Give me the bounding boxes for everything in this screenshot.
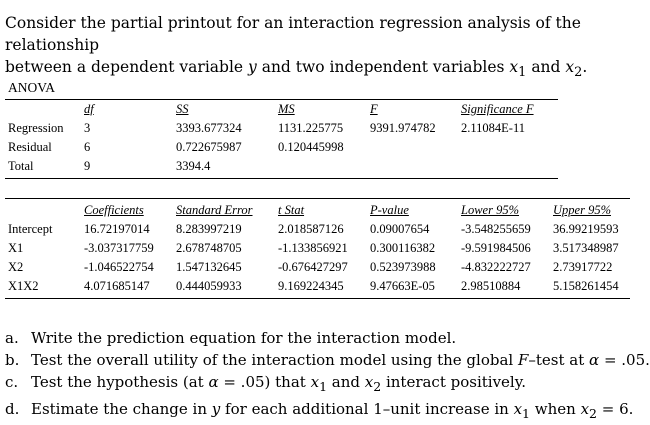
- header-cell: SS: [176, 102, 189, 116]
- table-cell: 0.523973988: [370, 260, 436, 274]
- intro-text: and two independent variables: [256, 58, 510, 76]
- table-cell: 16.72197014: [84, 222, 150, 236]
- table-cell: [367, 157, 458, 176]
- header-cell: [5, 100, 81, 119]
- var-x2: x: [565, 58, 575, 76]
- table-cell: -3.037317759: [84, 241, 154, 255]
- table-cell: 3.517348987: [553, 241, 619, 255]
- problem-intro: [5, 12, 645, 84]
- table-cell: Residual: [8, 140, 52, 154]
- intro-text: and: [526, 58, 566, 76]
- text-run: and: [327, 373, 365, 391]
- var-x2-sub: 2: [589, 406, 597, 421]
- header-cell: t Stat: [278, 203, 305, 217]
- table-cell: 9.169224345: [278, 279, 344, 293]
- table-cell: 2.73917722: [553, 260, 613, 274]
- var-x1-sub: 1: [522, 406, 530, 421]
- table-cell: 9.47663E-05: [370, 279, 435, 293]
- table-cell: 8.283997219: [176, 222, 242, 236]
- text-run: interact positively.: [381, 373, 526, 391]
- intro-text: .: [582, 58, 588, 76]
- table-cell: 2.018587126: [278, 222, 344, 236]
- coef-top-rule: [5, 198, 630, 199]
- table-row: [5, 239, 630, 258]
- var-x1-sub: 1: [518, 65, 527, 81]
- table-cell: 3393.677324: [176, 121, 242, 135]
- table-cell: X1: [8, 241, 24, 255]
- coef-bottom-rule: [5, 298, 630, 299]
- table-cell: 1131.225775: [278, 121, 344, 135]
- var-x2-sub: 2: [373, 379, 382, 394]
- var-x1: x: [509, 58, 519, 76]
- var-x1-sub: 1: [319, 379, 328, 394]
- anova-title: ANOVA: [8, 80, 56, 95]
- text-run: Test the hypothesis (at: [31, 373, 209, 391]
- question-text: [31, 398, 633, 425]
- header-cell: df: [84, 102, 94, 116]
- symbol-f: F: [517, 351, 529, 369]
- table-cell: Total: [8, 159, 34, 173]
- intro-text: between a dependent variable: [5, 58, 249, 76]
- coef-header-row: [5, 201, 630, 220]
- table-cell: [458, 138, 555, 157]
- table-cell: 2.98510884: [461, 279, 521, 293]
- question-list: [5, 327, 650, 425]
- table-cell: 6: [84, 140, 91, 154]
- symbol-alpha: α: [589, 351, 600, 369]
- table-cell: 4.071685147: [84, 279, 150, 293]
- header-cell: Lower 95%: [461, 203, 519, 217]
- table-cell: 36.99219593: [553, 222, 619, 236]
- text-run: = .05.: [599, 351, 650, 369]
- symbol-alpha: α: [208, 373, 219, 391]
- table-cell: 9: [84, 159, 91, 173]
- question-b: [5, 349, 650, 371]
- table-cell: -3.548255659: [461, 222, 531, 236]
- table-cell: 9391.974782: [370, 121, 436, 135]
- question-text: [31, 371, 526, 398]
- question-text: Write the prediction equation for the interaction model.: [31, 329, 457, 347]
- question-a: [5, 327, 650, 349]
- table-row: [5, 119, 555, 138]
- text-run: = .05) that: [218, 373, 311, 391]
- intro-line-1: [5, 12, 645, 56]
- text-run: Test the overall utility of the interaction model using the global: [31, 351, 518, 369]
- intro-text: Consider the partial printout for an interaction regression analysis of the relationship: [5, 14, 581, 54]
- var-x2-sub: 2: [574, 65, 583, 81]
- var-x2: x: [580, 400, 590, 418]
- var-x1: x: [310, 373, 320, 391]
- coefficients-table: [5, 201, 630, 296]
- table-cell: 0.444059933: [176, 279, 242, 293]
- table-cell: [367, 138, 458, 157]
- anova-header-row: [5, 100, 555, 119]
- table-cell: [458, 157, 555, 176]
- table-cell: -0.676427297: [278, 260, 348, 274]
- table-cell: X1X2: [8, 279, 39, 293]
- table-cell: 0.722675987: [176, 140, 242, 154]
- table-cell: 0.120445998: [278, 140, 344, 154]
- intro-line-2: [5, 56, 645, 84]
- table-cell: 1.547132645: [176, 260, 242, 274]
- table-cell: 5.158261454: [553, 279, 619, 293]
- table-row: [5, 157, 555, 176]
- table-cell: -9.591984506: [461, 241, 531, 255]
- table-cell: Intercept: [8, 222, 53, 236]
- table-row: [5, 258, 630, 277]
- text-run: Estimate the change in: [31, 400, 212, 418]
- var-x2: x: [364, 373, 374, 391]
- question-label: a.: [5, 329, 19, 347]
- table-cell: 0.300116382: [370, 241, 436, 255]
- header-cell: [5, 201, 81, 220]
- anova-bottom-rule: [5, 178, 558, 179]
- table-cell: -1.046522754: [84, 260, 154, 274]
- text-run: when: [530, 400, 581, 418]
- header-cell: MS: [278, 102, 295, 116]
- table-cell: -1.133856921: [278, 241, 348, 255]
- var-y: y: [211, 400, 221, 418]
- var-x1: x: [513, 400, 523, 418]
- table-cell: -4.832222727: [461, 260, 531, 274]
- table-cell: X2: [8, 260, 24, 274]
- table-cell: 3: [84, 121, 91, 135]
- header-cell: F: [370, 102, 378, 116]
- table-cell: [275, 157, 367, 176]
- header-cell: Upper 95%: [553, 203, 611, 217]
- table-row: [5, 220, 630, 239]
- table-row: [5, 277, 630, 296]
- header-cell: P-value: [370, 203, 409, 217]
- question-label: b.: [5, 351, 20, 369]
- text-run: = 6.: [597, 400, 634, 418]
- text-run: for each additional 1–unit increase in: [220, 400, 514, 418]
- table-cell: 0.09007654: [370, 222, 430, 236]
- text-run: –test at: [528, 351, 590, 369]
- question-label: d.: [5, 400, 20, 418]
- header-cell: Significance F: [461, 102, 534, 116]
- header-cell: Coefficients: [84, 203, 144, 217]
- header-cell: Standard Error: [176, 203, 253, 217]
- anova-table: [5, 100, 555, 176]
- var-y: y: [248, 58, 257, 76]
- table-cell: 3394.4: [176, 159, 211, 173]
- table-cell: 2.678748705: [176, 241, 242, 255]
- question-text: [31, 349, 650, 371]
- table-cell: Regression: [8, 121, 64, 135]
- table-row: [5, 138, 555, 157]
- table-cell: 2.11084E-11: [461, 121, 525, 135]
- question-c: [5, 371, 650, 398]
- question-label: c.: [5, 373, 19, 391]
- question-d: [5, 398, 650, 425]
